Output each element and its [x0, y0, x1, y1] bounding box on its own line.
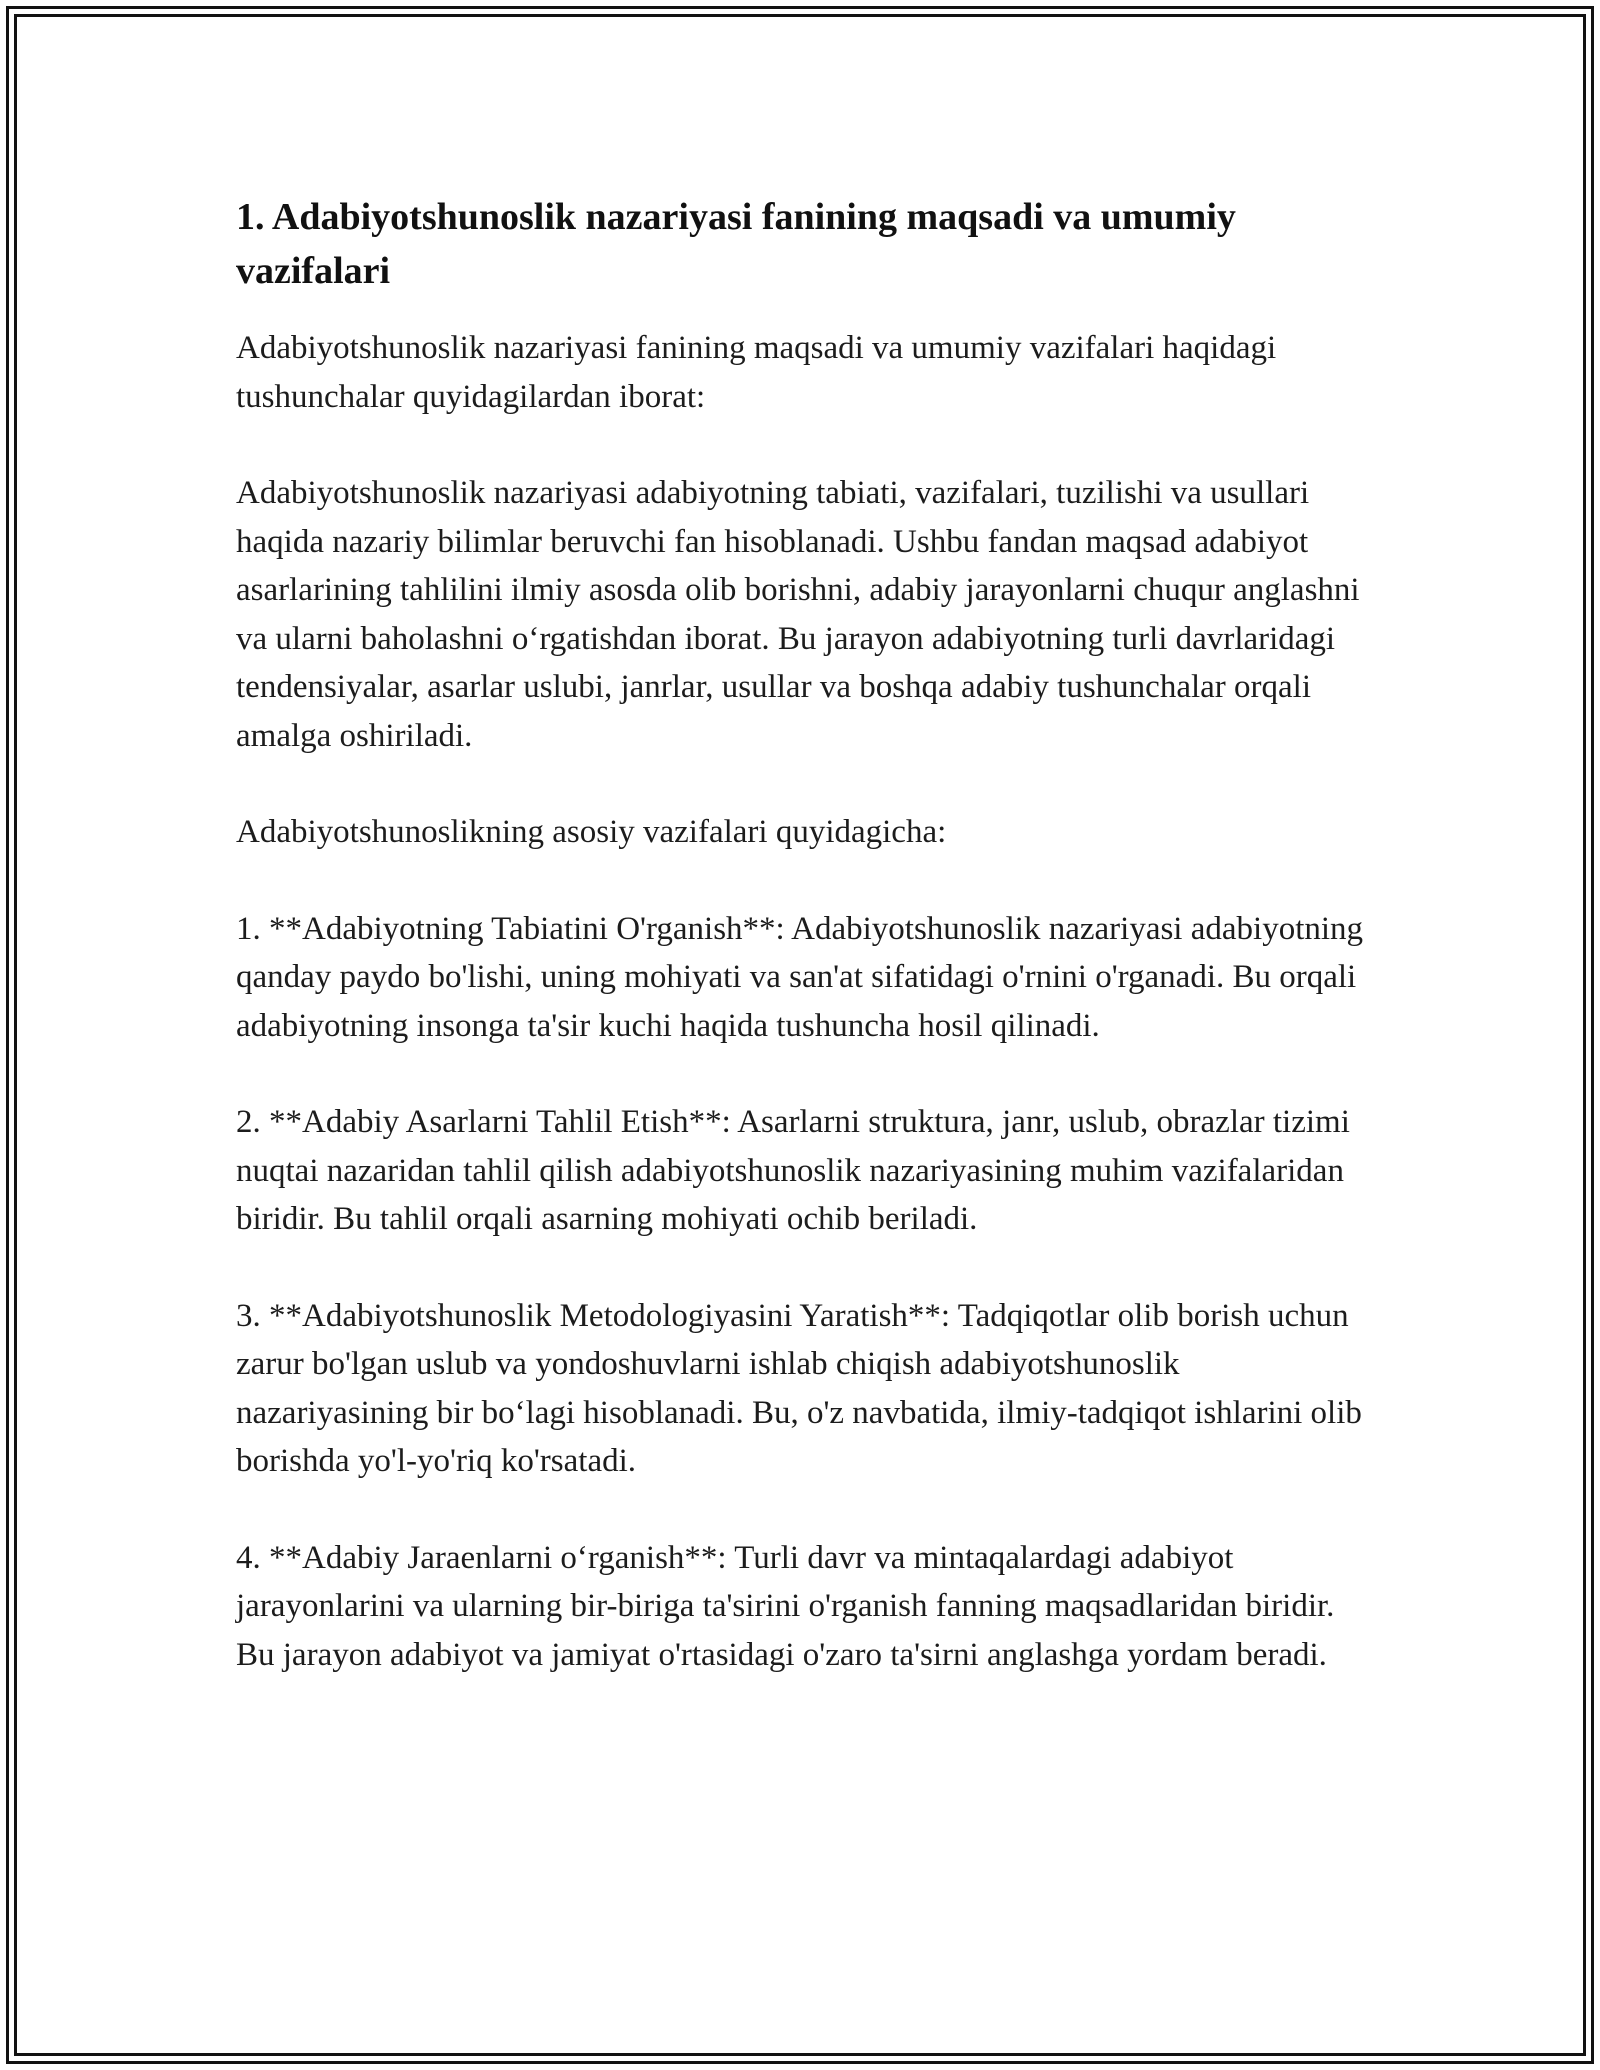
definition-paragraph: Adabiyotshunoslik nazariyasi adabiyotning tabiati, vazifalari, tuzilishi va usullari haqida nazariy bilimlar beruvchi fan hisoblanadi. Ushbu fandan maqsad adabiyot asarlarining tahlilini ilmiy asosda olib borishni, adabiy jarayonlarni chuqur anglashni va ularni baholashni o‘rgatishdan iborat. Bu jarayon adabiyotning turli davrlaridagi tendensiyalar, asarlar uslubi, janrlar, usullar va boshqa adabiy tushunchalar orqali amalga oshiriladi.: [236, 475, 1360, 754]
task-item-4: 4. **Adabiy Jaraenlarni o‘rganish**: Turli davr va mintaqalardagi adabiyot jarayonlarini va ularning bir-biriga ta'sirini o'rganish fanning maqsadlaridan biridir. Bu jarayon adabiyot va jamiyat o'rtasidagi o'zaro ta'sirni anglashga yordam beradi.: [236, 1539, 1335, 1673]
task-item-1: 1. **Adabiyotning Tabiatini O'rganish**: Adabiyotshunoslik nazariyasi adabiyotning qanday paydo bo'lishi, uning mohiyati va san'at sifatidagi o'rnini o'rganadi. Bu orqali adabiyotning insonga ta'sir kuchi haqida tushuncha hosil qilinadi.: [236, 910, 1364, 1044]
document-title: 1. Adabiyotshunoslik nazariyasi fanining maqsadi va umumiy vazifalari: [236, 196, 1236, 292]
document-body: [236, 190, 1366, 1727]
intro-paragraph: Adabiyotshunoslik nazariyasi fanining maqsadi va umumiy vazifalari haqidagi tushunchalar quyidagilardan iborat:: [236, 330, 1277, 415]
task-item-2: 2. **Adabiy Asarlarni Tahlil Etish**: Asarlarni struktura, janr, uslub, obrazlar tizimi nuqtai nazaridan tahlil qilish adabiyotshunoslik nazariyasining muhim vazifalaridan biridir. Bu tahlil orqali asarning mohiyati ochib beriladi.: [236, 1104, 1350, 1237]
task-item-3: 3. **Adabiyotshunoslik Metodologiyasini Yaratish**: Tadqiqotlar olib borish uchun zarur bo'lgan uslub va yondoshuvlarni ishlab chiqish adabiyotshunoslik nazariyasining bir bo‘lagi hisoblanadi. Bu, o'z navbatida, ilmiy-tadqiqot ishlarini olib borishda yo'l-yo'riq ko'rsatadi.: [236, 1297, 1362, 1479]
tasks-intro-paragraph: Adabiyotshunoslikning asosiy vazifalari quyidagicha:: [236, 814, 947, 850]
